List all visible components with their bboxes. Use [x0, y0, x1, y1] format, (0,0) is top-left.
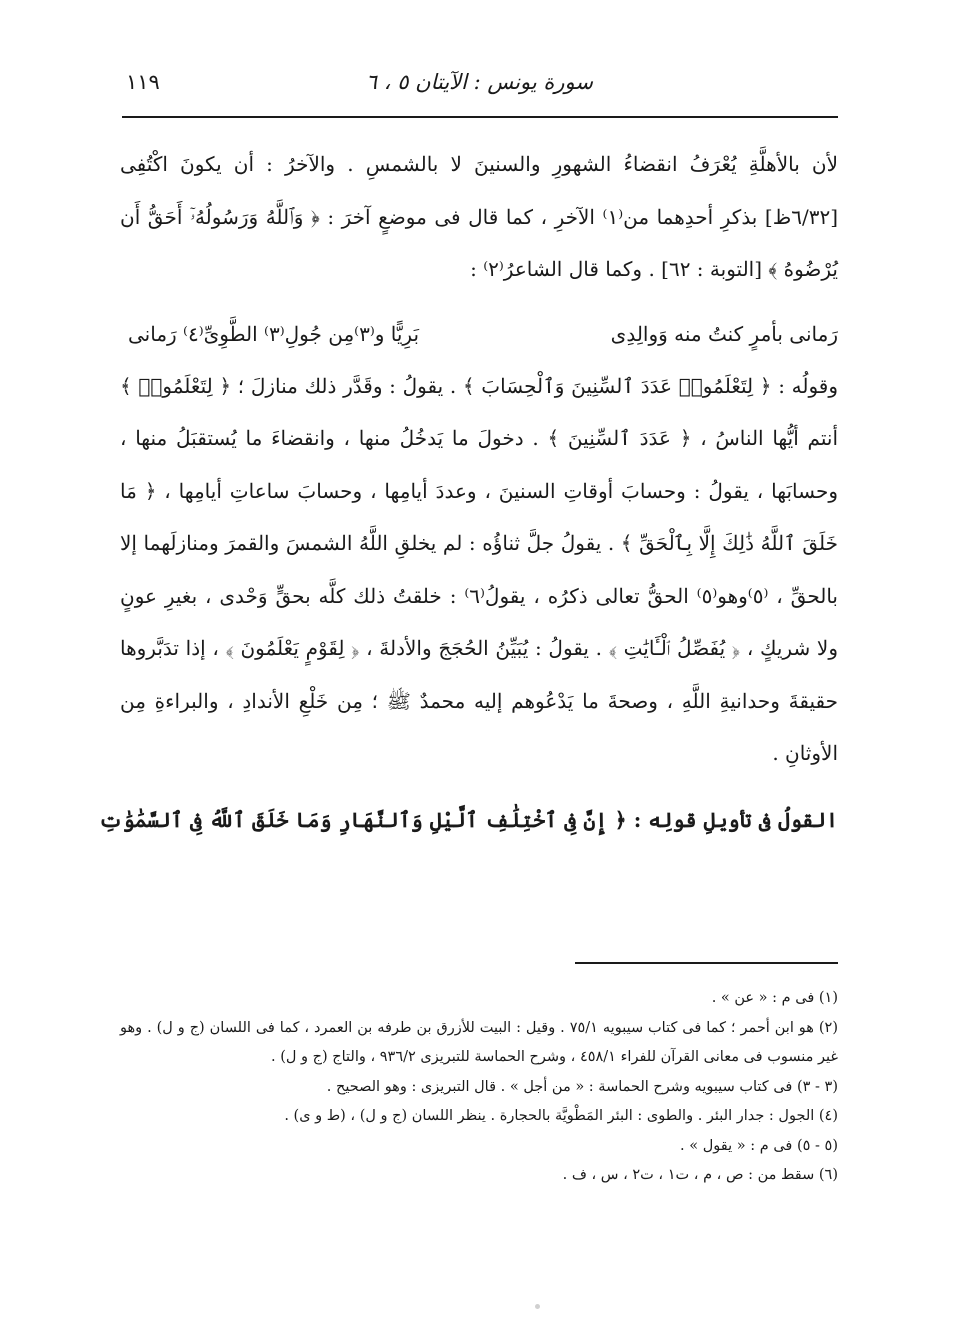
footnote: (٢) هو ابن أحمر ؛ كما فى كتاب سيبويه ٧٥/١ . وقيل : البيت للأزرق بن طرفه بن العمرد ، كما فى اللسان (ج و ل) . وهو غير منسوب فى معانى القرآن للفراء ٤٥٨/١ ، وشرح الحماسة للتبريزى ٩٣٦/٢ ، والتاج (ج و ل) .: [120, 1019, 839, 1065]
scan-speck: [535, 1304, 540, 1309]
paragraph: وقولُه : ﴿ لِتَعْلَمُوا۟ عَدَدَ ٱلسِّنِينَ وَٱلْحِسَابَ ﴾ . يقولُ : وقَدَّر ذلك منازلَ ؛ ﴿ لِتَعْلَمُوا۟ ﴾ أنتم أيُّها الناسُ ، ﴿ عَدَدَ ٱلسِّنِينَ ﴾ . دخولَ ما يَدخُلُ منها ، وانقضاءَ ما يُستقبَلُ منها ، وحسابَها ، يقولُ : وحسابَ أوقاتِ السنينَ ، وعددَ أيامِها ، وحسابَ ساعاتِ أيامِها ، ﴿ مَا خَلَقَ ٱللَّهُ ذَٰلِكَ إِلَّا بِٱلْحَقِّ ﴾ . يقولُ جلَّ ثناؤُه : لم يخلقِ اللَّهُ الشمسَ والقمرَ ومنازلَهما إلا بالحقِّ ، ⁽٥⁾وهو⁽٥⁾ الحقُّ تعالى ذكرُه ، يقولُ⁽٦⁾ : خلقتُ ذلك كلَّه بحقٍّ وَحْدى ، بغيرِ عونٍ ولا شريكٍ ، ﴿ يُفَصِّلُ ٱلْـَٔايَٰتِ ﴾ . يقولُ : يُبَيِّنُ الحُجَجَ والأدلةَ ، ﴿ لِقَوْمٍ يَعْلَمُونَ ﴾ ، إذا تدَبَّروها حقيقةَ وحدانيةِ اللَّهِ ، وصحةَ ما يَدْعُوهم إليه محمدٌ ﷺ ؛ مِن خَلْعِ الأندادِ ، والبراءةِ مِن الأوثانِ .: [120, 373, 838, 765]
paragraph-spacer: [120, 296, 838, 308]
footnotes: [120, 984, 838, 1191]
header-rule: [122, 116, 838, 118]
footnote: (١) فى م : « عن » .: [711, 990, 838, 1006]
paragraph: لأن بالأهلَّةِ يُعْرَفُ انقضاءُ الشهورِ والسنينَ لا بالشمسِ . والآخرُ : أن يكونَ اكْتُفِى [٦/٣٢ظ] بذكرِ أحدِهما من⁽١⁾ الآخرِ ، كما قال فى موضعٍ آخرَ : ﴿ وَٱللَّهُ وَرَسُولُهُۥٓ أَحَقُّ أَن يُرْضُوهُ ﴾ [التوبة : ٦٢] . وكما قال الشاعرُ⁽٢⁾ :: [120, 152, 839, 281]
footnote: (٣ - ٣) فى كتاب سيبويه وشرح الحماسة : « من أجل » . قال التبريزى : وهو الصحيح .: [326, 1078, 838, 1095]
poetry-verse: [120, 308, 838, 360]
footnote: (٤) الجول : جدار البئر . والطوى : البئر المَطْويَّة بالحجارة . ينظر اللسان (ج و ل) ، (ط و ى) .: [284, 1108, 838, 1124]
main-text: [98, 138, 839, 846]
footnote: (٦) سقط من : ص ، م ، ت١ ، ت٢ ، س ، ف .: [562, 1167, 838, 1183]
page-number: ١١٩: [126, 70, 160, 94]
footnote-separator: [575, 962, 838, 964]
verse-hemistich-first: رَمانى بأمرٍ كنتُ منه وَوالِدِى: [610, 321, 838, 346]
footnote: (٥ - ٥) فى م : « يقول » .: [680, 1137, 838, 1154]
page-header: [118, 62, 838, 106]
verse-hemistich-second: بَرِيًّا و⁽٣⁾مِن جُولِ⁽٣⁾ الطَّوِىِّ⁽٤⁾ رَمانى: [128, 321, 420, 346]
section-heading: القولُ فى تأويلِ قولِه : ﴿ إِنَّ فِى ٱخْتِلَٰفِ ٱلَّيْلِ وَٱلنَّهَارِ وَمَا خَلَقَ ٱللَّهُ فِى ٱلسَّمَٰوَٰتِ: [98, 807, 838, 832]
running-title: سورة يونس : الآيتان ٥ ، ٦: [365, 70, 593, 94]
